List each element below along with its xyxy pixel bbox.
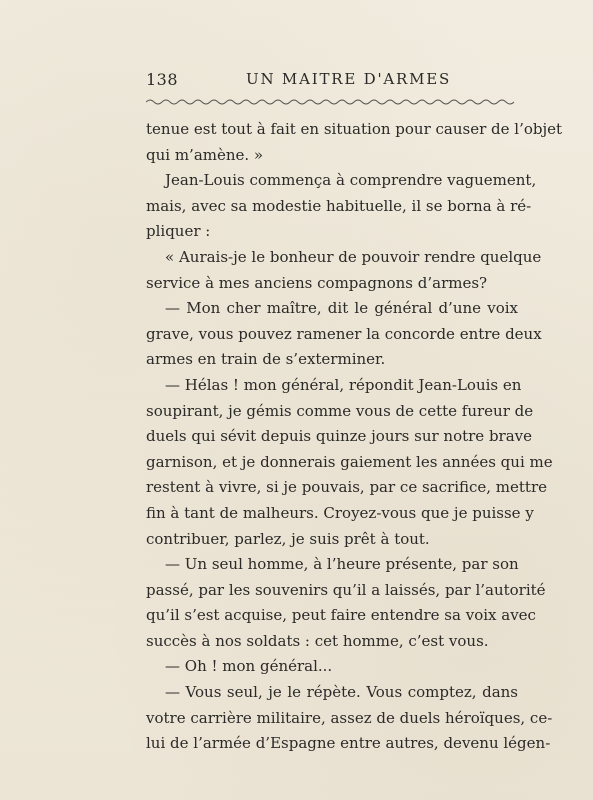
text-line: service à mes anciens compagnons d’armes? <box>146 273 488 292</box>
text-line: grave, vous pouvez ramener la concorde entre deux <box>146 324 542 343</box>
text-line: succès à nos soldats : cet homme, c’est vous. <box>146 631 489 650</box>
text-line: — Un seul homme, à l’heure présente, par son <box>165 555 519 574</box>
decorative-wavy-rule <box>146 98 518 106</box>
text-line: contribuer, parlez, je suis prêt à tout. <box>146 529 430 548</box>
text-line: votre carrière militaire, assez de duels héroïques, ce- <box>146 708 553 727</box>
page-header <box>146 70 526 92</box>
text-line: lui de l’armée d’Espagne entre autres, devenu légen- <box>146 734 551 753</box>
text-line: fin à tant de malheurs. Croyez-vous que je puisse y <box>146 503 534 522</box>
text-line: garnison, et je donnerais gaiement les années qui me <box>146 452 553 471</box>
text-line: restent à vivre, si je pouvais, par ce sacrifice, mettre <box>146 478 548 497</box>
text-line: — Vous seul, je le répète. Vous comptez, dans <box>165 683 518 702</box>
text-line: qui m’amène. » <box>146 145 264 164</box>
text-line: passé, par les souvenirs qu’il a laissés, par l’autorité <box>146 580 546 599</box>
text-line: armes en train de s’exterminer. <box>146 350 386 369</box>
text-line: — Hélas ! mon général, répondit Jean-Louis en <box>165 375 522 394</box>
text-line: qu’il s’est acquise, peut faire entendre sa voix avec <box>146 606 536 625</box>
text-line: duels qui sévit depuis quinze jours sur notre brave <box>146 427 533 446</box>
text-line: pliquer : <box>146 222 211 241</box>
text-line: — Oh ! mon général... <box>165 657 333 676</box>
page-number: 138 <box>146 70 179 89</box>
text-line: Jean-Louis commença à comprendre vaguement, <box>165 171 537 190</box>
text-line: tenue est tout à fait en situation pour causer de l’objet <box>146 120 563 138</box>
text-line: soupirant, je gémis comme vous de cette fureur de <box>146 401 534 420</box>
text-line: — Mon cher maître, dit le général d’une voix <box>165 299 518 318</box>
text-line: mais, avec sa modestie habituelle, il se borna à ré- <box>146 196 532 215</box>
text-line: « Aurais-je le bonheur de pouvoir rendre quelque <box>165 247 542 266</box>
running-title: UN MAITRE D'ARMES <box>246 70 452 88</box>
body-text <box>146 117 563 757</box>
